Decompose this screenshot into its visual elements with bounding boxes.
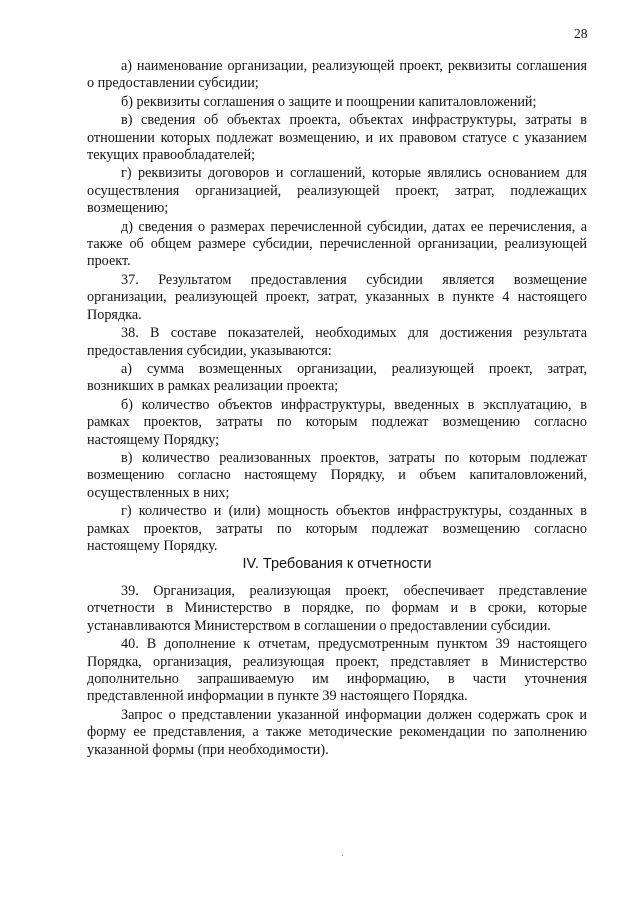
body-text-top xyxy=(87,57,587,555)
paragraph-39: 39. Организация, реализующая проект, обеспечивает представление отчетности в Министерство в порядке, по формам и в сроки, которые устанавливаются Министерством в соглашении о предоставлении субсидии. xyxy=(87,583,587,634)
paragraph-40: 40. В дополнение к отчетам, предусмотренным пунктом 39 настоящего Порядка, организация, реализующая проект, представляет в Министерство дополнительно запрашиваемую им информацию, в части уточнения представленной информации в пункте 39 настоящего Порядка. xyxy=(87,636,587,705)
paragraph-item-b: б) реквизиты соглашения о защите и поощрении капиталовложений; xyxy=(121,93,537,110)
paragraph-item-d: д) сведения о размерах перечисленной субсидии, датах ее перечисления, а также об общем размере субсидии, перечисленной организации, реализующей проект. xyxy=(87,218,587,270)
paragraph-38: 38. В составе показателей, необходимых для достижения результата предоставления субсидии, указываются: xyxy=(87,325,587,359)
scan-speck xyxy=(342,855,343,856)
body-text-bottom xyxy=(87,582,587,759)
section-heading: IV. Требования к отчетности xyxy=(242,556,432,572)
paragraph-38-b: б) количество объектов инфраструктуры, введенных в эксплуатацию, в рамках проектов, затраты по которым подлежат возмещению согласно настоящему Порядку; xyxy=(87,396,587,448)
paragraph-request: Запрос о представлении указанной информации должен содержать срок и форму ее представления, а также методические рекомендации по заполнению указанной формы (при необходимости). xyxy=(87,706,587,758)
paragraph-item-v: в) сведения об объектах проекта, объектах инфраструктуры, затраты в отношении которых подлежат возмещению, и их правовом статусе с указанием текущих правообладателей; xyxy=(87,112,587,164)
paragraph-38-a: а) сумма возмещенных организации, реализующей проект, затрат, возникших в рамках реализации проекта; xyxy=(87,360,587,395)
paragraph-item-a: а) наименование организации, реализующей проект, реквизиты соглашения о предоставлении субсидии; xyxy=(87,58,587,92)
paragraph-37: 37. Результатом предоставления субсидии является возмещение организации, реализующей проект, затрат, указанных в пункте 4 настоящего Порядка. xyxy=(87,271,587,323)
paragraph-38-g: г) количество и (или) мощность объектов инфраструктуры, созданных в рамках проектов, затраты по которым подлежат возмещению согласно настоящему Порядку. xyxy=(87,503,587,554)
paragraph-item-g: г) реквизиты договоров и соглашений, которые являлись основанием для осуществления организацией, реализующей проект, затрат, подлежащих возмещению; xyxy=(87,165,587,217)
paragraph-38-v: в) количество реализованных проектов, затраты по которым подлежат возмещению согласно настоящему Порядку, и объем капиталовложений, осуществленных в них; xyxy=(87,449,587,501)
page-number: 28 xyxy=(574,26,588,41)
